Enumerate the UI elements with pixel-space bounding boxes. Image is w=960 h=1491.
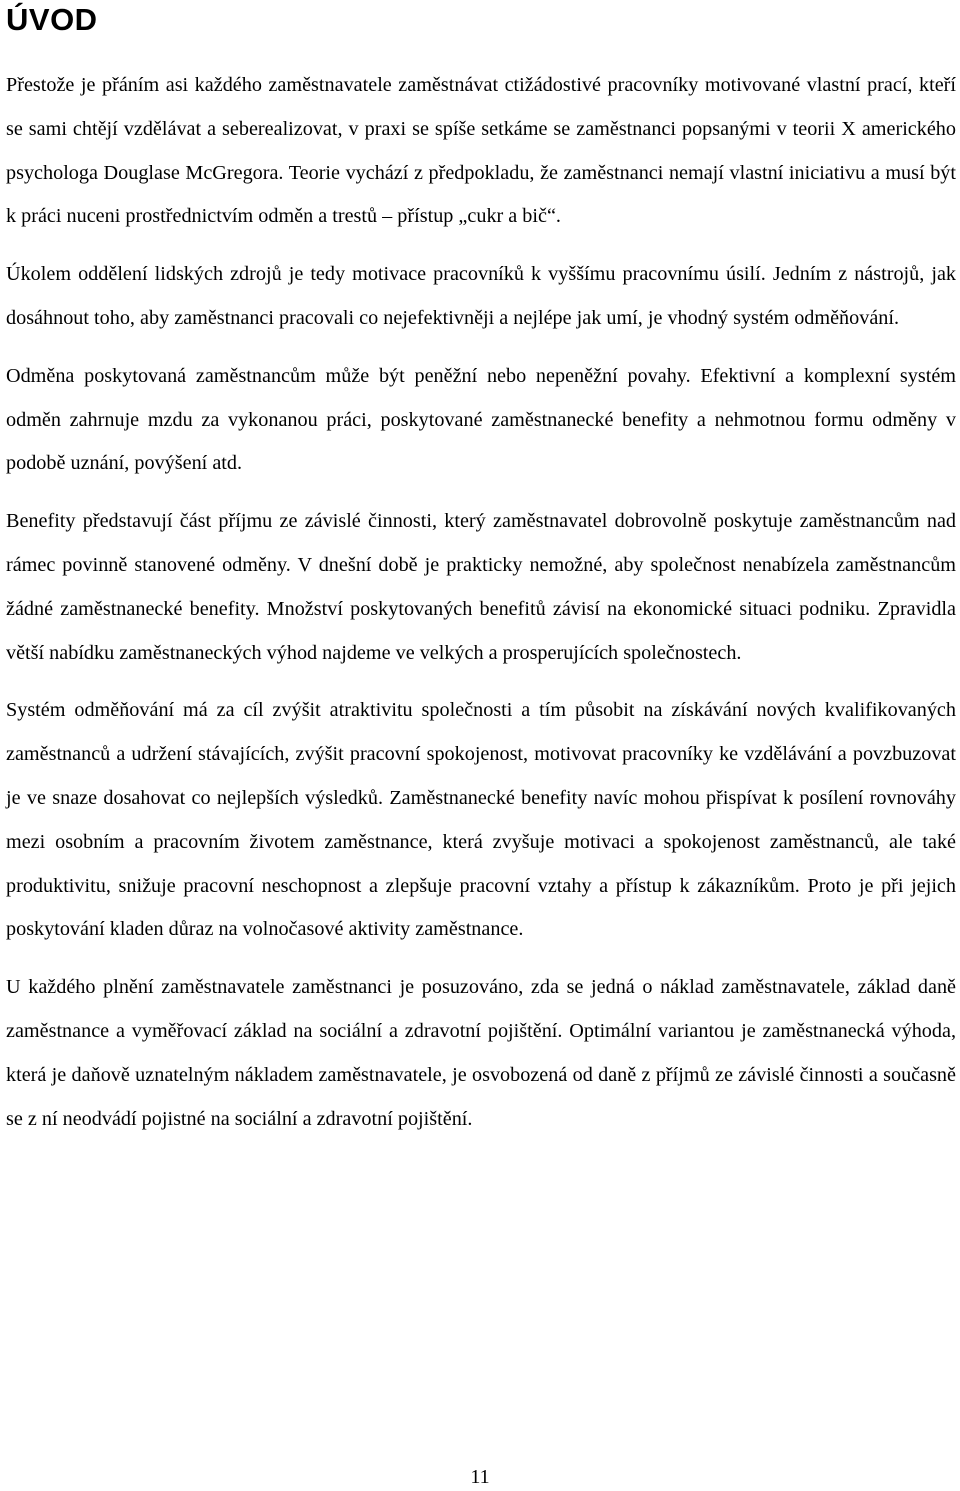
- section-heading: ÚVOD: [6, 2, 98, 37]
- paragraph-6: U každého plnění zaměstnavatele zaměstnanci je posuzováno, zda se jedná o náklad zaměstnavatele, základ daně zaměstnance a vyměřovací základ na sociální a zdravotní pojištění. Optimální variantou je zaměstnanecká výhoda, která je daňově uznatelným nákladem zaměstnavatele, je osvobozená od daně z příjmů ze závislé činnosti a současně se z ní neodvádí pojistné na sociální a zdravotní pojištění.: [6, 976, 956, 1130]
- paragraph-1: Přestože je přáním asi každého zaměstnavatele zaměstnávat ctižádostivé pracovníky motivované vlastní prací, kteří se sami chtějí vzdělávat a seberealizovat, v praxi se spíše setkáme se zaměstnanci popsanými v teorii X amerického psychologa Douglase McGregora. Teorie vychází z předpokladu, že zaměstnanci nemají vlastní iniciativu a musí být k práci nuceni prostřednictvím odměn a trestů – přístup „cukr a bič“.: [6, 74, 956, 228]
- paragraph-5: Systém odměňování má za cíl zvýšit atraktivitu společnosti a tím působit na získávání nových kvalifikovaných zaměstnanců a udržení stávajících, zvýšit pracovní spokojenost, motivovat pracovníky ke vzdělávání a povzbuzovat je ve snaze dosahovat co nejlepších výsledků. Zaměstnanecké benefity navíc mohou přispívat k posílení rovnováhy mezi osobním a pracovním životem zaměstnance, která zvyšuje motivaci a spokojenost zaměstnanců, ale také produktivitu, snižuje pracovní neschopnost a zlepšuje pracovní vztahy a přístup k zákazníkům. Proto je při jejich poskytování kladen důraz na volnočasové aktivity zaměstnance.: [6, 699, 956, 941]
- paragraph-4: Benefity představují část příjmu ze závislé činnosti, který zaměstnavatel dobrovolně poskytuje zaměstnancům nad rámec povinně stanovené odměny. V dnešní době je prakticky nemožné, aby společnost nenabízela zaměstnancům žádné zaměstnanecké benefity. Množství poskytovaných benefitů závisí na ekonomické situaci podniku. Zpravidla větší nabídku zaměstnaneckých výhod najdeme ve velkých a prosperujících společnostech.: [6, 510, 956, 664]
- paragraph-3: Odměna poskytovaná zaměstnancům může být peněžní nebo nepeněžní povahy. Efektivní a komplexní systém odměn zahrnuje mzdu za vykonanou práci, poskytované zaměstnanecké benefity a nehmotnou formu odměny v podobě uznání, povýšení atd.: [6, 364, 956, 475]
- page-number: 11: [470, 1466, 490, 1488]
- body-text: [6, 64, 956, 1155]
- paragraph-2: Úkolem oddělení lidských zdrojů je tedy motivace pracovníků k vyššímu pracovnímu úsilí. Jedním z nástrojů, jak dosáhnout toho, aby zaměstnanci pracovali co nejefektivněji a nejlépe jak umí, je vhodný systém odměňování.: [6, 263, 956, 329]
